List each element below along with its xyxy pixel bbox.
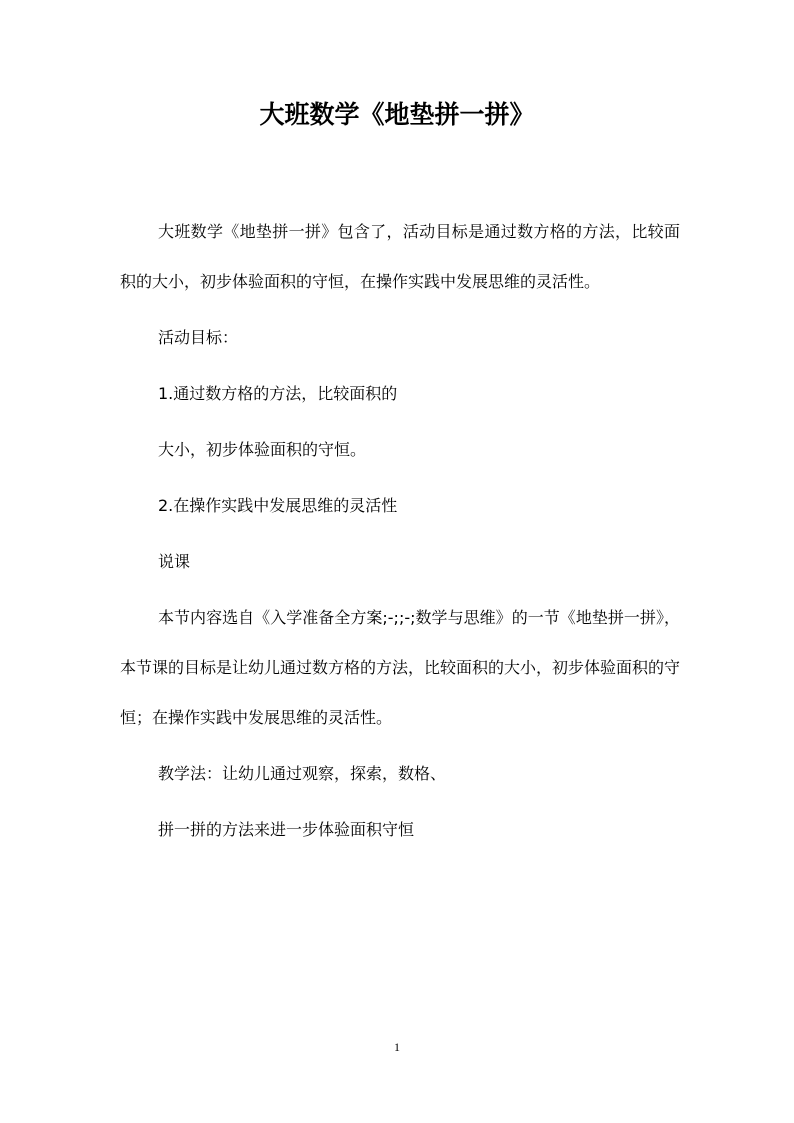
teaching-method-line-2: 拼一拼的方法来进一步体验面积守恒	[158, 820, 415, 839]
page-title: 大班数学《地垫拼一拼》	[259, 100, 535, 129]
lesson-talk-heading: 说课	[158, 552, 191, 571]
page-number: 1	[394, 1040, 400, 1054]
objective-1-line-1: 1.通过数方格的方法，比较面积的	[158, 384, 398, 403]
intro-paragraph: 大班数学《地垫拼一拼》包含了，活动目标是通过数方格的方法，比较面积的大小，初步体验面积的守恒，在操作实践中发展思维的灵活性。	[120, 222, 680, 291]
objective-2: 2.在操作实践中发展思维的灵活性	[158, 496, 398, 515]
teaching-method-line-1: 教学法：让幼儿通过观察，探索，数格、	[158, 764, 447, 783]
objective-1-line-2: 大小，初步体验面积的守恒。	[158, 440, 367, 459]
objectives-heading: 活动目标：	[158, 328, 239, 347]
document-body	[120, 207, 680, 861]
lesson-talk-paragraph: 本节内容选自《入学准备全方案;-;;-;数学与思维》的一节《地垫拼一拼》，本节课的目标是让幼儿通过数方格的方法，比较面积的大小，初步体验面积的守恒；在操作实践中发展思维的灵活性。	[120, 608, 681, 727]
